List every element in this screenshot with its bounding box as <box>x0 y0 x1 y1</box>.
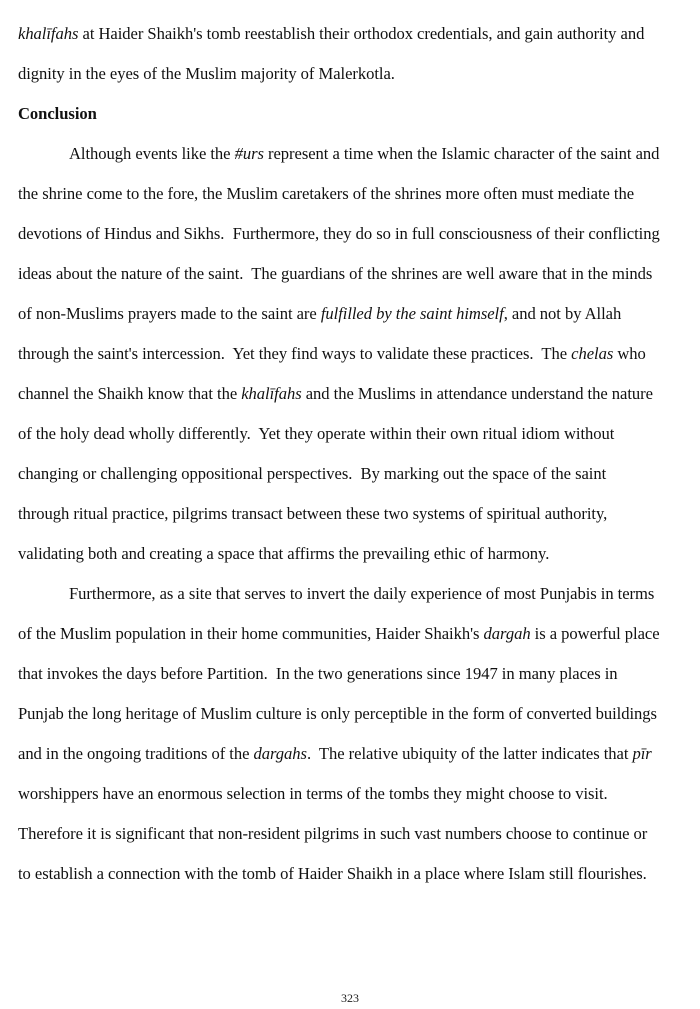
text-segment: channel the Shaikh know that the <box>18 384 242 403</box>
text-line <box>18 744 652 764</box>
text-line <box>18 184 634 204</box>
text-segment: Furthermore, as a site that serves to invert the daily experience of most Punjabis in terms <box>69 584 655 603</box>
text-line <box>18 24 644 44</box>
text-segment: of the holy dead wholly differently. Yet they operate within their own ritual idiom without <box>18 424 615 443</box>
text-line <box>18 384 653 404</box>
text-segment: that invokes the days before Partition. In the two generations since 1947 in many places in <box>18 664 618 683</box>
italic-term: khalīfahs <box>241 384 302 403</box>
text-segment: ideas about the nature of the saint. The guardians of the shrines are well aware that in the minds <box>18 264 653 283</box>
text-line <box>69 584 654 604</box>
text-segment: Although events like the <box>69 144 235 163</box>
text-line <box>18 424 614 444</box>
text-segment: represent a time when the Islamic character of the saint and <box>263 144 660 163</box>
italic-phrase: fulfilled by the saint himself <box>320 304 504 323</box>
text-segment: validating both and creating a space that affirms the prevailing ethic of harmony. <box>18 544 550 563</box>
text-segment: who <box>613 344 646 363</box>
text-segment: , and not by Allah <box>503 304 622 323</box>
italic-term: chelas <box>571 344 614 363</box>
text-line <box>18 624 660 644</box>
section-heading: Conclusion <box>18 104 97 123</box>
text-segment: to establish a connection with the tomb of Haider Shaikh in a place where Islam still flourishes. <box>18 864 647 883</box>
italic-term: #urs <box>234 144 264 163</box>
text-segment: and the Muslims in attendance understand the nature <box>301 384 653 403</box>
text-line <box>18 224 660 244</box>
text-line <box>18 784 608 804</box>
text-line <box>18 344 646 364</box>
text-segment: dignity in the eyes of the Muslim majority of Malerkotla. <box>18 64 395 83</box>
text-segment: changing or challenging oppositional perspectives. By marking out the space of the saint <box>18 464 607 483</box>
text-segment: through the saint's intercession. Yet they find ways to validate these practices. The <box>18 344 572 363</box>
text-segment: worshippers have an enormous selection in terms of the tombs they might choose to visit. <box>18 784 608 803</box>
text-segment: devotions of Hindus and Sikhs. Furthermore, they do so in full consciousness of their conflicting <box>18 224 660 243</box>
page-number: 323 <box>341 991 359 1005</box>
text-segment: at Haider Shaikh's tomb reestablish their orthodox credentials, and gain authority and <box>78 24 645 43</box>
text-line <box>69 144 659 164</box>
text-line <box>18 264 652 284</box>
text-segment: of non-Muslims prayers made to the saint are <box>18 304 321 323</box>
text-line <box>18 664 618 684</box>
italic-term: khalīfahs <box>18 24 79 43</box>
text-line <box>18 504 607 524</box>
text-segment: of the Muslim population in their home communities, Haider Shaikh's <box>18 624 484 643</box>
text-segment: and in the ongoing traditions of the <box>18 744 254 763</box>
text-segment: is a powerful place <box>530 624 660 643</box>
italic-term: pīr <box>632 744 652 763</box>
text-line <box>18 64 395 84</box>
text-segment: Therefore it is significant that non-resident pilgrims in such vast numbers choose to continue or <box>18 824 648 843</box>
text-segment: through ritual practice, pilgrims transact between these two systems of spiritual authority, <box>18 504 608 523</box>
text-line <box>18 704 657 724</box>
text-segment: Punjab the long heritage of Muslim culture is only perceptible in the form of converted buildings <box>18 704 657 723</box>
text-segment: the shrine come to the fore, the Muslim caretakers of the shrines more often must mediate the <box>18 184 635 203</box>
text-line <box>18 824 647 844</box>
italic-term: dargah <box>483 624 531 643</box>
text-segment: . The relative ubiquity of the latter indicates that <box>306 744 633 763</box>
text-line <box>18 304 621 324</box>
text-line <box>18 544 549 564</box>
text-line <box>18 464 606 484</box>
italic-term: dargahs <box>253 744 307 763</box>
text-line <box>18 864 647 884</box>
